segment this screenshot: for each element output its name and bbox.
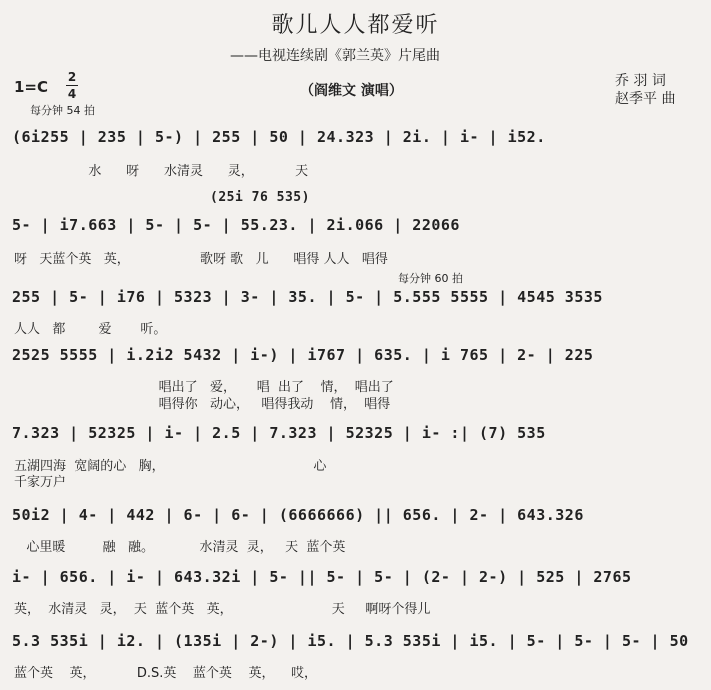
notation-row-3: 255 | 5- | i76 | 5323 | 3- | 35. | 5- | 5.555 5555 | 4545 3535 [12,288,603,306]
notation-row-5: 7.323 | 52325 | i- | 2.5 | 7.323 | 52325 | i- :| (7) 535 [12,424,546,442]
time-top: 2 [67,70,77,84]
time-signature [66,70,78,101]
lyrics-row-5a: 五湖四海 宽阔的心 胸， 心 [14,459,327,474]
lyrics-row-5b: 千家万户 [14,475,67,490]
lyrics-row-7: 英， 水清灵 灵， 天 蓝个英 英， 天 啊呀个得儿 [14,602,431,617]
tempo-marking-2: 每分钟 60 拍 [398,272,463,285]
lyrics-row-4a: 唱出了 爱， 唱 出了 情， 唱出了 [14,380,394,395]
performer: （阎维文 演唱） [300,83,403,99]
notation-row-6: 50i2 | 4- | 442 | 6- | 6- | (6666666) || 656. | 2- | 643.326 [12,506,584,524]
lyricist: 乔 羽 词 [615,73,666,89]
tempo-marking-1: 每分钟 54 拍 [30,104,95,117]
key-signature: 1=C [14,78,49,96]
lyrics-row-6: 心里暖 融 融。 水清灵 灵， 天 蓝个英 [14,540,346,555]
notation-row-7: i- | 656. | i- | 643.32i | 5- || 5- | 5- | (2- | 2-) | 525 | 2765 [12,568,632,586]
notation-row-1: (6i255 | 235 | 5-) | 255 | 50 | 24.323 | 2i. | i- | i52. [12,128,546,146]
notation-row-4: 2525 5555 | i.2i2 5432 | i-) | i767 | 635. | i 765 | 2- | 225 [12,346,594,364]
lyrics-row-2: 呀 天蓝个英 英， 歌呀 歌 儿 唱得 人人 唱得 [14,252,388,267]
lyrics-row-3: 人人 都 爱 听。 [14,322,167,337]
notation-row-2-pickup: (25i 76 535) [210,190,310,205]
song-subtitle: ——电视连续剧《郭兰英》片尾曲 [230,48,440,64]
time-bottom: 4 [67,87,77,101]
credits [615,72,675,108]
notation-row-8: 5.3 535i | i2. | (135i | 2-) | i5. | 5.3 535i | i5. | 5- | 5- | 5- | 50 [12,632,689,650]
song-title: 歌儿人人都爱听 [271,13,440,38]
lyrics-row-1: 水 呀 水清灵 灵， 天 [14,164,309,179]
lyrics-row-8: 蓝个英 英， D.S.英 蓝个英 英， 哎， [14,666,317,681]
time-bar [66,85,78,86]
lyrics-row-4b: 唱得你 动心， 唱得我动 情， 唱得 [14,397,391,412]
composer: 赵季平 曲 [615,91,676,107]
notation-row-2: 5- | i7.663 | 5- | 5- | 55.23. | 2i.066 | 22066 [12,216,460,234]
